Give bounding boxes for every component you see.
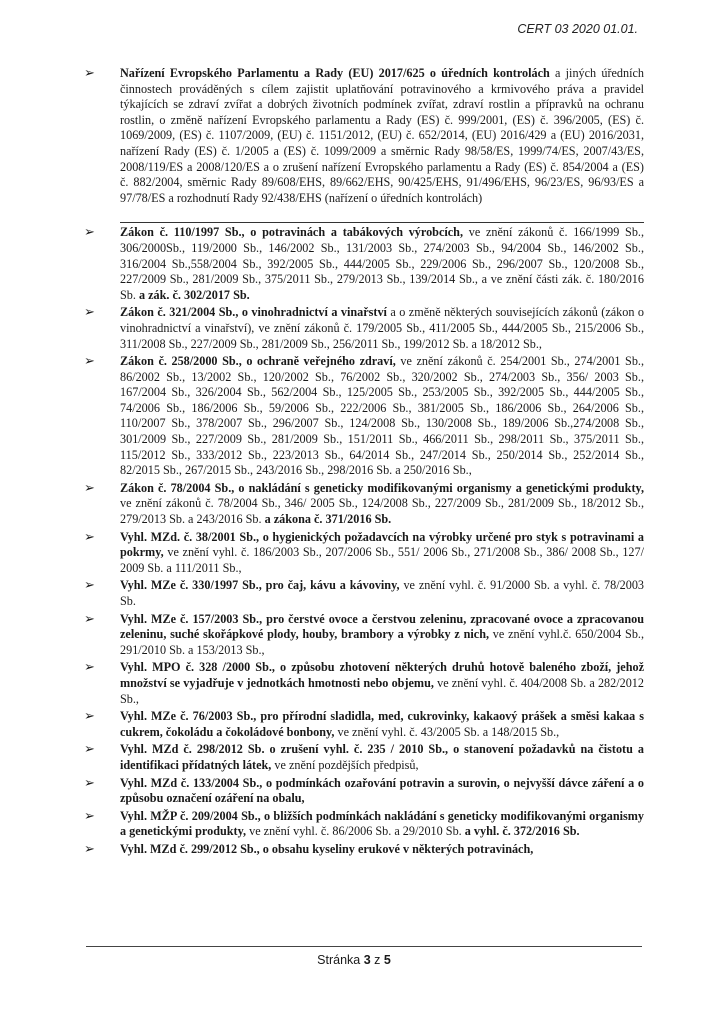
list-item [84,66,644,206]
item-text: ve znění zákonů č. 254/2001 Sb., 274/2001 Sb., 86/2002 Sb., 13/2002 Sb., 120/2002 Sb., 76/2002 Sb., 320/2002 Sb., 274/2003 Sb., 356/ 2003 Sb., 167/2004 Sb., 326/2004 Sb., 562/2004 Sb., 125/2005 Sb., 253/2005 Sb., 392/2005 Sb., 444/2005 Sb., 74/2006 Sb., 186/2006 Sb., 59/2006 Sb., 222/2006 Sb., 381/2005 Sb., 186/2006 Sb., 264/2006 Sb., 110/2007 Sb., 378/2007 Sb., 296/2007 Sb., 124/2008 Sb., 130/2008 Sb., 189/2006 Sb.,274/2008 Sb., 301/2009 Sb., 227/2009 Sb., 281/2009 Sb., 151/2011 Sb., 466/2011 Sb., 298/2011 Sb., 375/2011 Sb., 115/2012 Sb., 333/2012 Sb., 223/2013 Sb., 64/2014 Sb., 247/2014 Sb., 250/2014 Sb., 252/2014 Sb., 82/2015 Sb., 267/2015 Sb., 243/2016 Sb., 298/2016 Sb. a 250/2016 Sb., [120,354,645,478]
document-code: CERT 03 2020 01.01. [517,22,638,36]
item-title: Vyhl. MZe č. 157/2003 Sb., pro čerstvé ovoce a čerstvou zeleninu, zpracované ovoce a zpracovanou zeleninu, suché skořápkové plody, houby, brambory a výrobky z nich, [120,611,644,642]
arrow-bullet-icon: ➢ [84,354,95,370]
item-title: Vyhl. MZd č. 298/2012 Sb. o zrušení vyhl. č. 235 / 2010 Sb., o stanovení požadavků na čistotu a identifikaci přídatných látek, [120,742,644,772]
divider [120,222,644,223]
item-title: Vyhl. MPO č. 328 /2000 Sb., o způsobu zhotovení některých druhů hotově baleného zboží, jehož množství se vyjadřuje v jednotkách hmotnosti nebo objemu, [120,660,644,690]
item-title: Nařízení Evropského Parlamentu a Rady (EU) 2017/625 o úředních kontrolách [120,66,550,80]
arrow-bullet-icon: ➢ [84,529,95,545]
legislation-list [84,66,644,860]
item-title: Zákon č. 258/2000 Sb., o ochraně veřejného zdraví, [120,354,396,369]
item-text: ve znění vyhl. č. 404/2008 Sb. a 282/2012 Sb., [120,675,644,706]
page-separator: z [370,953,384,967]
arrow-bullet-icon: ➢ [84,225,95,241]
page-label: Stránka [317,953,364,967]
arrow-bullet-icon: ➢ [84,808,95,824]
item-amendment: a vyhl. č. 372/2016 Sb. [464,824,580,839]
arrow-bullet-icon: ➢ [84,578,95,594]
item-text: ve znění zákonů č. 166/1999 Sb., 306/2000Sb., 119/2000 Sb., 146/2002 Sb., 131/2003 Sb., 274/2003 Sb., 94/2004 Sb., 146/2002 Sb., 316/2004 Sb.,558/2004 Sb., 392/2005 Sb., 444/2005 Sb., 229/2006 Sb., 296/2007 Sb., 120/2008 Sb., 227/2009 Sb., 281/2009 Sb., 375/2011 Sb., 279/2013 Sb., 139/2014 Sb., a ve znění části zák. č. 180/2016 Sb. [120,225,645,302]
arrow-bullet-icon: ➢ [84,709,95,725]
item-text: ve znění vyhl.č. 650/2004 Sb., 291/2010 Sb. a 153/2013 Sb., [120,627,645,657]
arrow-bullet-icon: ➢ [84,775,95,791]
list-item [84,481,644,528]
item-text: ve znění pozdějších předpisů, [271,757,419,772]
list-item [84,530,644,577]
arrow-bullet-icon: ➢ [84,305,95,321]
list-item [84,578,644,609]
spacer [84,208,644,222]
item-title: Vyhl. MŽP č. 209/2004 Sb., o bližších podmínkách nakládání s geneticky modifikovanými organismy a genetickými produkty, [120,808,644,839]
item-title: Vyhl. MZd č. 133/2004 Sb., o podmínkách ozařování potravin a surovin, o nejvyšší dávce záření a o způsobu označení ozáření na obalu, [120,775,644,806]
total-pages: 5 [383,953,391,967]
page-number [0,953,708,967]
item-title: Zákon č. 321/2004 Sb., o vinohradnictví a vinařství [120,305,387,320]
arrow-bullet-icon: ➢ [84,742,95,758]
footer-divider [86,946,642,947]
list-item [84,354,644,479]
list-item [84,742,644,773]
item-text: ve znění vyhl. č. 186/2003 Sb., 207/2006 Sb., 551/ 2006 Sb., 271/2008 Sb., 386/ 2008 Sb., 127/ 2009 Sb. a 111/2011 Sb., [120,545,644,575]
arrow-bullet-icon: ➢ [84,480,95,496]
item-text: ve znění vyhl. č. 91/2000 Sb. a vyhl. č. 78/2003 Sb. [120,578,645,608]
item-amendment: a zákona č. 371/2016 Sb. [264,512,392,527]
item-title: Vyhl. MZe č. 330/1997 Sb., pro čaj, kávu a kávoviny, [120,578,400,593]
list-item [84,709,644,740]
item-title: Vyhl. MZe č. 76/2003 Sb., pro přírodní sladidla, med, cukrovinky, kakaový prášek a směsi kakaa s cukrem, čokoládu a čokoládové bonbony, [120,709,644,739]
item-title: Vyhl. MZd č. 299/2012 Sb., o obsahu kyseliny erukové v některých potravinách, [120,841,534,856]
item-text: ve znění zákonů č. 78/2004 Sb., 346/ 2005 Sb., 124/2008 Sb., 227/2009 Sb., 281/2009 Sb., 18/2012 Sb., 279/2013 Sb. a 243/2016 Sb. [120,496,644,527]
list-item [84,305,644,352]
item-amendment: a zák. č. 302/2017 Sb. [138,287,250,302]
list-item [84,660,644,707]
item-text: a jiných úředních činnostech prováděných s cílem zajistit uplatňování potravinového a krmivového práva a pravidel týkajících se zdraví zvířat a dobrých životních podmínek zvířat, zdraví rostlin a přípravků na ochranu rostlin, o změně nařízení Evropského parlamentu a Rady (ES) č. 999/2001, (ES) č. 396/2005, (ES) č. 1069/2009, (ES) č. 1107/2009, (EU) č. 1151/2012, (EU) č. 652/2014, (EU) 2016/429 a (EU) 2016/2031, nařízení Rady (ES) č. 1/2005 a (ES) č. 1099/2009 a směrnic Rady 98/58/ES, 1999/74/ES, 2007/43/ES, 2008/119/ES a 2008/120/ES a o zrušení nařízení Evropského parlamentu a Rady (ES) č. 854/2004 a (ES) č. 882/2004, směrnic Rady 89/608/EHS, 89/662/EHS, 90/425/EHS, 91/496/EHS, 96/23/ES, 96/93/ES a 97/78/ES a rozhodnutí Rady 92/438/EHS (nařízení o úředních kontrolách) [120,66,644,205]
list-item [84,809,644,840]
list-item [84,612,644,659]
item-title: Zákon č. 78/2004 Sb., o nakládání s geneticky modifikovanými organismy a genetickými produkty, [120,480,644,495]
arrow-bullet-icon: ➢ [84,66,95,81]
item-text: ve znění vyhl. č. 86/2006 Sb. a 29/2010 Sb. [246,824,465,839]
arrow-bullet-icon: ➢ [84,841,95,857]
arrow-bullet-icon: ➢ [84,660,95,676]
list-item [84,225,644,303]
list-item [84,842,644,858]
arrow-bullet-icon: ➢ [84,611,95,627]
item-text: a o změně některých souvisejících zákonů (zákon o vinohradnictví a vinařství), ve znění zákonů č. 179/2005 Sb., 411/2005 Sb., 444/2005 Sb., 215/2006 Sb., 311/2008 Sb., 227/2009 Sb., 281/2009 Sb., 256/2011 Sb., 199/2012 Sb. a 18/2012 Sb., [120,305,645,351]
item-title: Zákon č. 110/1997 Sb., o potravinách a tabákových výrobcích, [120,225,463,240]
current-page: 3 [363,953,371,967]
list-item [84,776,644,807]
item-text: ve znění vyhl. č. 43/2005 Sb. a 148/2015 Sb., [334,724,560,739]
item-title: Vyhl. MZd. č. 38/2001 Sb., o hygienických požadavcích na výrobky určené pro styk s potravinami a pokrmy, [120,529,644,560]
